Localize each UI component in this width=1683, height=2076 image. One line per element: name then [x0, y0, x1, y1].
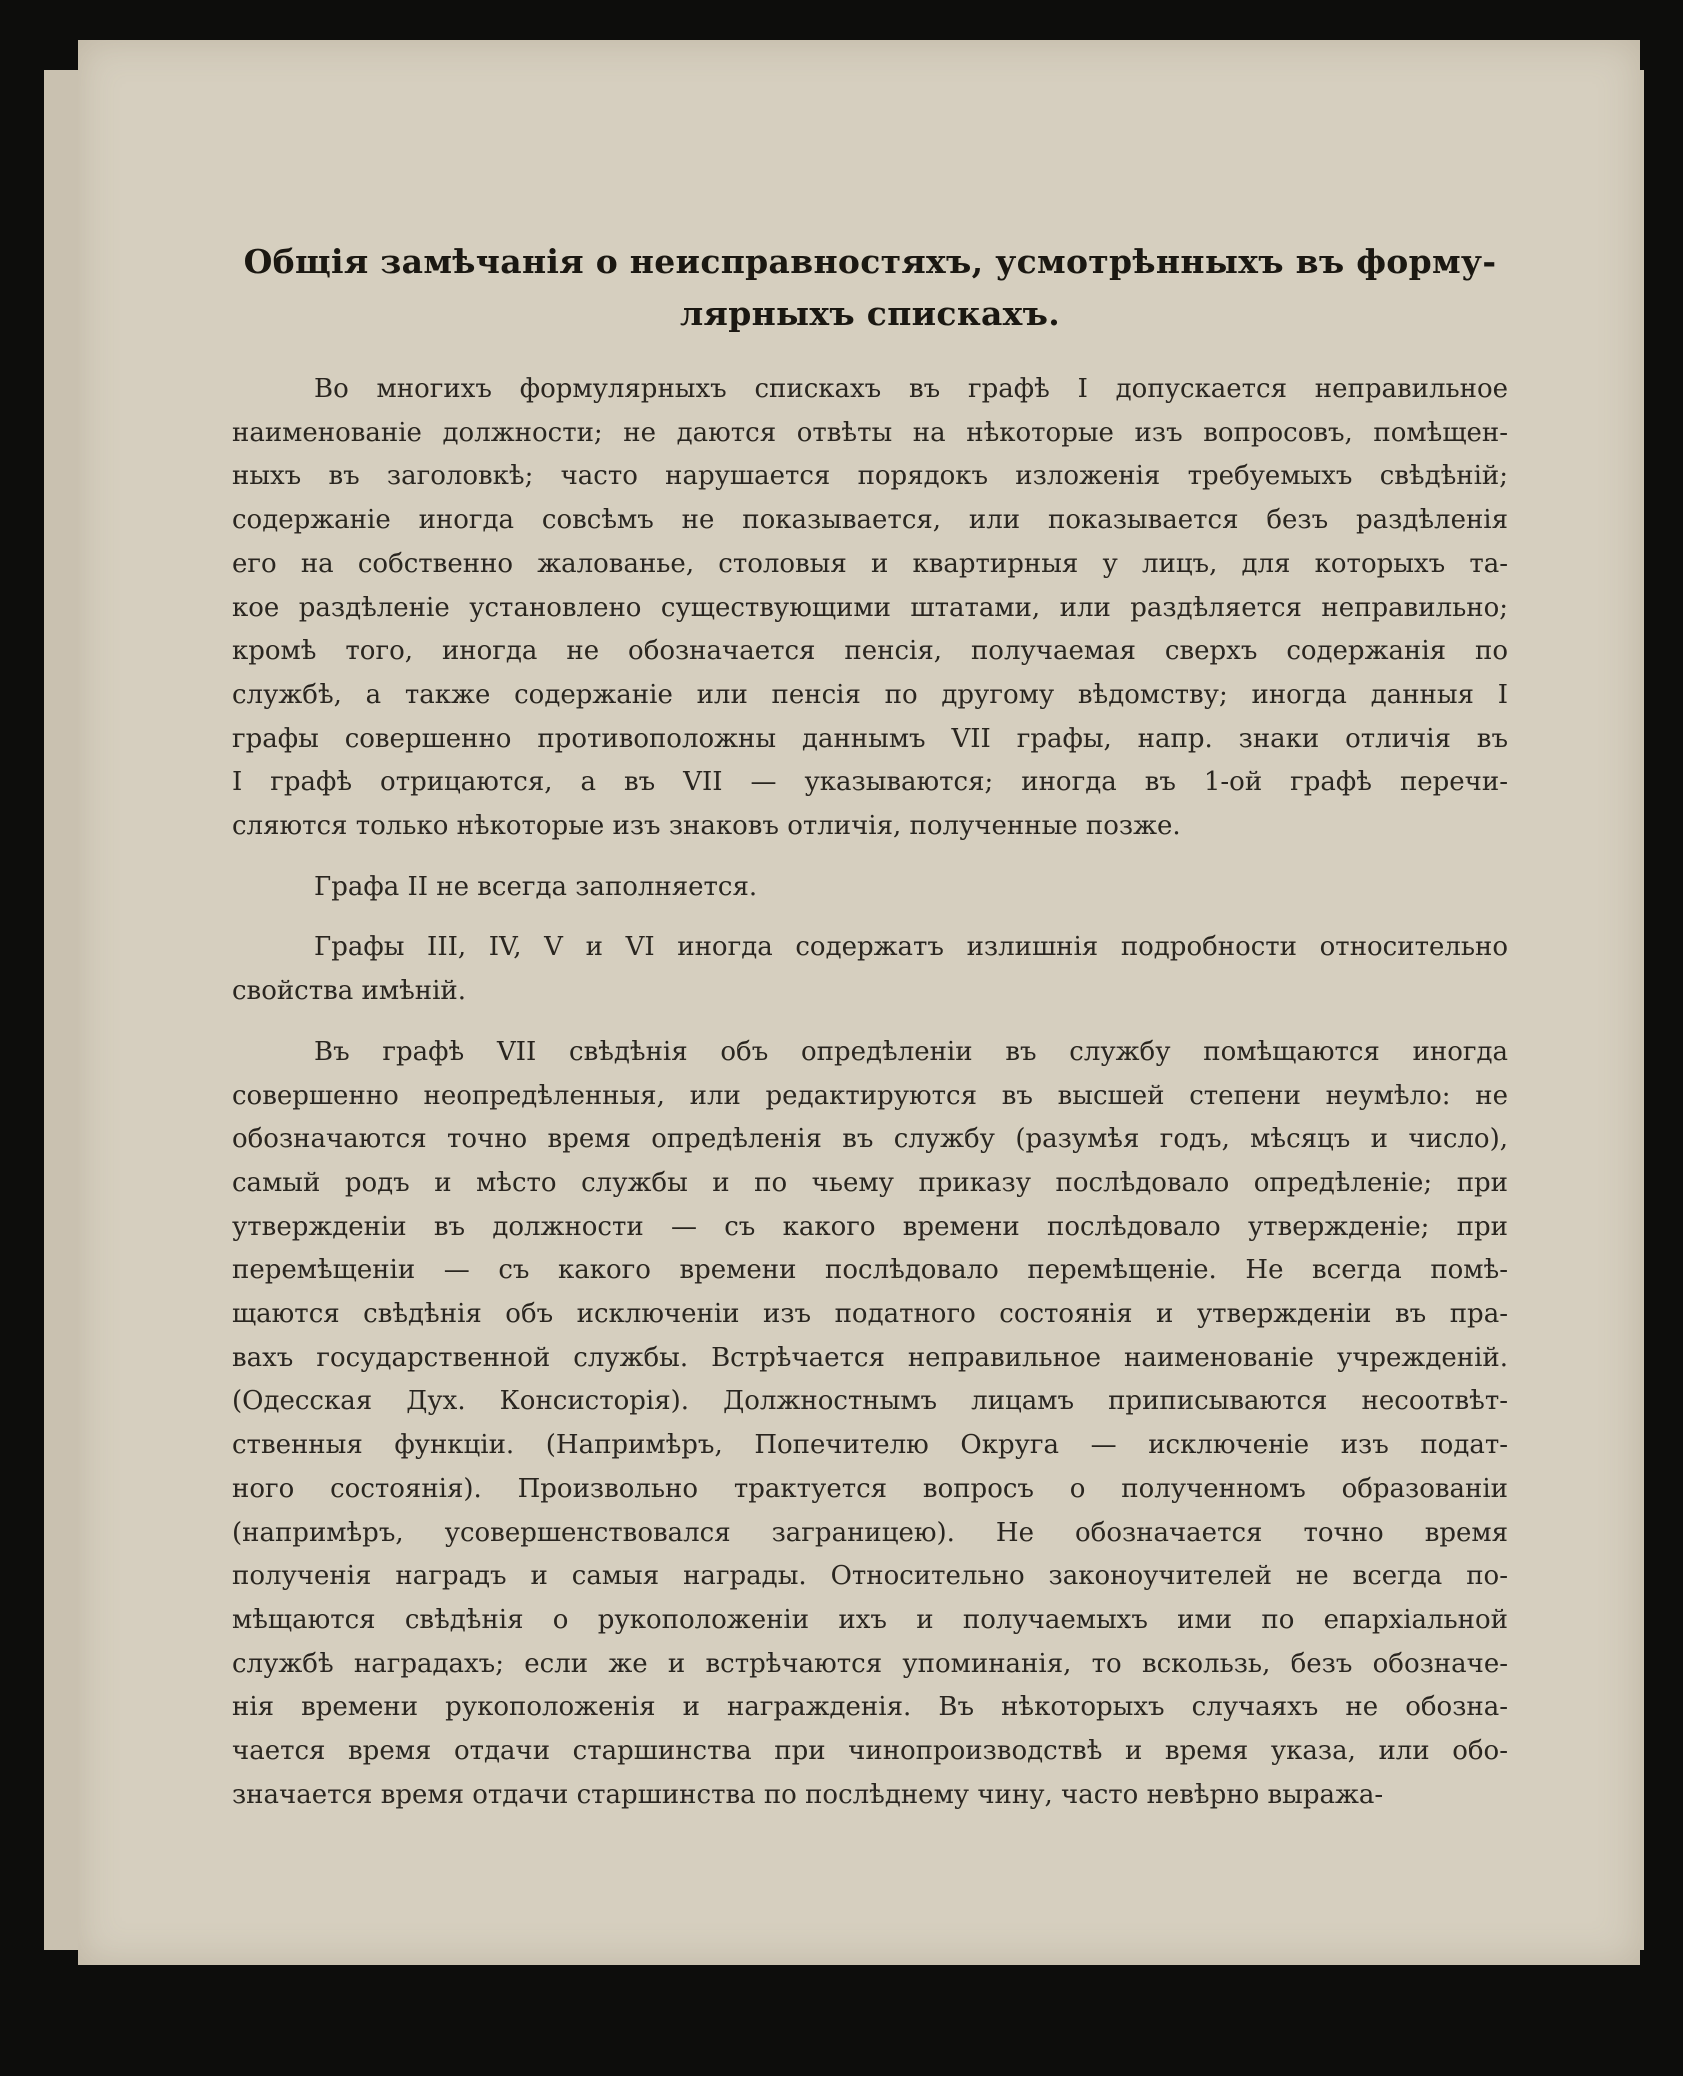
text-line: обозначаются точно время опредѣленія въ службу (разумѣя годъ, мѣсяцъ и число),	[232, 1124, 1508, 1155]
title-line: Общія замѣчанія о неисправностяхъ, усмотрѣнныхъ въ форму-	[243, 242, 1497, 281]
text-line: ныхъ въ заголовкѣ; часто нарушается порядокъ изложенія требуемыхъ свѣдѣній;	[232, 461, 1508, 492]
text-line: Графы III, IV, V и VI иногда содержатъ излишнія подробности относительно	[314, 932, 1508, 963]
text-line: кое раздѣленіе установлено существующими штатами, или раздѣляется неправильно;	[232, 592, 1508, 623]
page-title	[230, 236, 1510, 340]
text-line: ного состоянія). Произвольно трактуется вопросъ о полученномъ образованіи	[232, 1473, 1508, 1504]
text-line: службѣ наградахъ; если же и встрѣчаются упоминанія, то вскользь, безъ обозначе-	[232, 1648, 1508, 1679]
paragraph	[232, 926, 1508, 1013]
text-line: (Одесская Дух. Консисторія). Должностнымъ лицамъ приписываются несоотвѣт-	[232, 1386, 1508, 1417]
text-line: службѣ, а также содержаніе или пенсія по другому вѣдомству; иногда данныя I	[232, 679, 1508, 710]
text-line: кромѣ того, иногда не обозначается пенсія, получаемая сверхъ содержанія по	[232, 636, 1508, 667]
paragraph	[232, 368, 1508, 849]
text-line: утвержденіи въ должности — съ какого времени послѣдовало утвержденіе; при	[232, 1211, 1508, 1242]
text-line: совершенно неопредѣленныя, или редактируются въ высшей степени неумѣло: не	[232, 1080, 1508, 1111]
text-line: Въ графѣ VII свѣдѣнія объ опредѣленіи въ службу помѣщаются иногда	[314, 1036, 1508, 1067]
text-line: (напримѣръ, усовершенствовался заграницею). Не обозначается точно время	[232, 1517, 1508, 1548]
text-line: наименованіе должности; не даются отвѣты на нѣкоторые изъ вопросовъ, помѣщен-	[232, 417, 1508, 448]
paragraph-gap	[232, 849, 1508, 866]
text-line: нія времени рукоположенія и награжденія. Въ нѣкоторыхъ случаяхъ не обозна-	[232, 1692, 1508, 1723]
text-line: графы совершенно противоположны даннымъ VII графы, напр. знаки отличія въ	[232, 723, 1508, 754]
text-line: свойства имѣній.	[232, 976, 466, 1007]
text-line: значается время отдачи старшинства по послѣднему чину, часто невѣрно выража-	[232, 1779, 1384, 1810]
text-line: Графа II не всегда заполняется.	[314, 871, 758, 902]
text-line: I графѣ отрицаются, а въ VII — указываются; иногда въ 1-ой графѣ перечи-	[232, 767, 1508, 798]
text-line: сляются только нѣкоторые изъ знаковъ отличія, полученные позже.	[232, 811, 1181, 842]
paragraph	[232, 1031, 1508, 1818]
text-line: вахъ государственной службы. Встрѣчается неправильное наименованіе учрежденій.	[232, 1342, 1508, 1373]
text-line: перемѣщеніи — съ какого времени послѣдовало перемѣщеніе. Не всегда помѣ-	[232, 1255, 1508, 1286]
text-line: чается время отдачи старшинства при чинопроизводствѣ и время указа, или обо-	[232, 1736, 1508, 1767]
text-line: Во многихъ формулярныхъ спискахъ въ графѣ I допускается неправильное	[314, 374, 1508, 404]
text-line: мѣщаются свѣдѣнія о рукоположеніи ихъ и получаемыхъ ими по епархіальной	[232, 1604, 1508, 1635]
paragraph-gap	[232, 909, 1508, 926]
paragraph	[232, 866, 1508, 910]
text-line: ственныя функціи. (Напримѣръ, Попечителю Округа — исключеніе изъ подат-	[232, 1430, 1508, 1461]
paragraph-gap	[232, 1014, 1508, 1031]
text-line: содержаніе иногда совсѣмъ не показывается, или показывается безъ раздѣленія	[232, 505, 1508, 536]
title-line: лярныхъ спискахъ.	[679, 294, 1061, 333]
text-line: полученія наградъ и самыя награды. Относительно законоучителей не всегда по-	[232, 1561, 1508, 1592]
text-line: самый родъ и мѣсто службы и по чьему приказу послѣдовало опредѣленіе; при	[232, 1167, 1508, 1198]
text-line: щаются свѣдѣнія объ исключеніи изъ податного состоянія и утвержденіи въ пра-	[232, 1299, 1508, 1330]
document-body	[232, 368, 1508, 1818]
text-line: его на собственно жалованье, столовыя и квартирныя у лицъ, для которыхъ та-	[232, 548, 1508, 579]
